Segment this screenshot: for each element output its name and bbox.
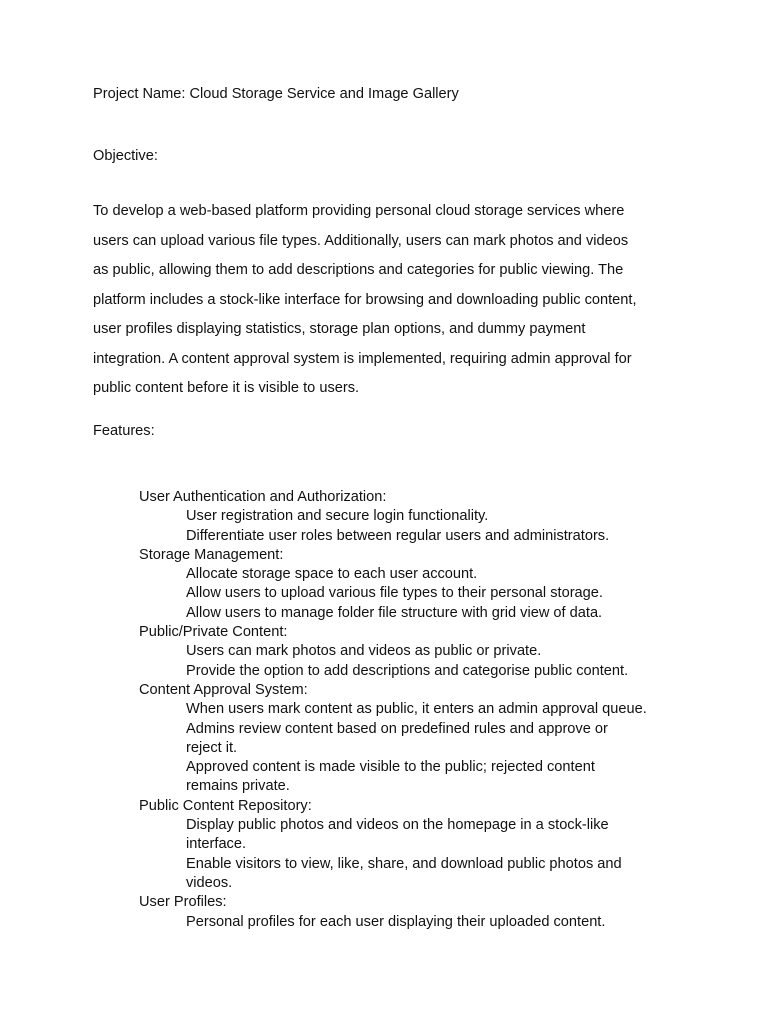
paragraph-line: integration. A content approval system is implemented, requiring admin approval for xyxy=(93,350,632,367)
features-list xyxy=(139,488,739,932)
feature-category: User Profiles: xyxy=(139,894,227,911)
feature-item: Enable visitors to view, like, share, and download public photos and xyxy=(186,855,622,872)
paragraph-line: To develop a web-based platform providing personal cloud storage services where xyxy=(93,203,625,219)
features-heading: Features: xyxy=(93,423,155,439)
feature-item: User registration and secure login functionality. xyxy=(186,508,489,525)
paragraph-line: as public, allowing them to add descriptions and categories for public viewing. The xyxy=(93,262,624,278)
objective-paragraph xyxy=(93,197,693,404)
feature-item: Allow users to manage folder file structure with grid view of data. xyxy=(186,604,603,621)
project-name-line: Project Name: Cloud Storage Service and Image Gallery xyxy=(93,86,459,102)
paragraph-line: platform includes a stock-like interface for browsing and downloading public content, xyxy=(93,291,637,308)
feature-item: Personal profiles for each user displaying their uploaded content. xyxy=(186,913,606,930)
feature-category: Content Approval System: xyxy=(139,681,308,698)
paragraph-line: users can upload various file types. Additionally, users can mark photos and videos xyxy=(93,232,629,249)
feature-item: Allow users to upload various file types to their personal storage. xyxy=(186,585,603,602)
feature-category: Public Content Repository: xyxy=(139,797,312,814)
objective-heading: Objective: xyxy=(93,148,158,164)
feature-category: User Authentication and Authorization: xyxy=(139,489,387,505)
feature-item: Provide the option to add descriptions and categorise public content. xyxy=(186,662,629,679)
feature-item: remains private. xyxy=(186,778,290,795)
feature-item: videos. xyxy=(186,874,233,891)
feature-item: Display public photos and videos on the homepage in a stock-like xyxy=(186,817,609,834)
feature-item: Differentiate user roles between regular users and administrators. xyxy=(186,527,610,544)
feature-item: Approved content is made visible to the public; rejected content xyxy=(186,759,595,776)
paragraph-line: user profiles displaying statistics, storage plan options, and dummy payment xyxy=(93,321,586,337)
paragraph-line: public content before it is visible to users. xyxy=(93,380,360,396)
feature-item: Admins review content based on predefined rules and approve or xyxy=(186,720,608,737)
feature-item: Allocate storage space to each user account. xyxy=(186,566,478,583)
feature-item: reject it. xyxy=(186,739,238,756)
feature-category: Public/Private Content: xyxy=(139,624,288,641)
feature-category: Storage Management: xyxy=(139,546,284,563)
feature-item: interface. xyxy=(186,836,247,853)
feature-item: When users mark content as public, it enters an admin approval queue. xyxy=(186,701,647,718)
feature-item: Users can mark photos and videos as public or private. xyxy=(186,643,542,660)
